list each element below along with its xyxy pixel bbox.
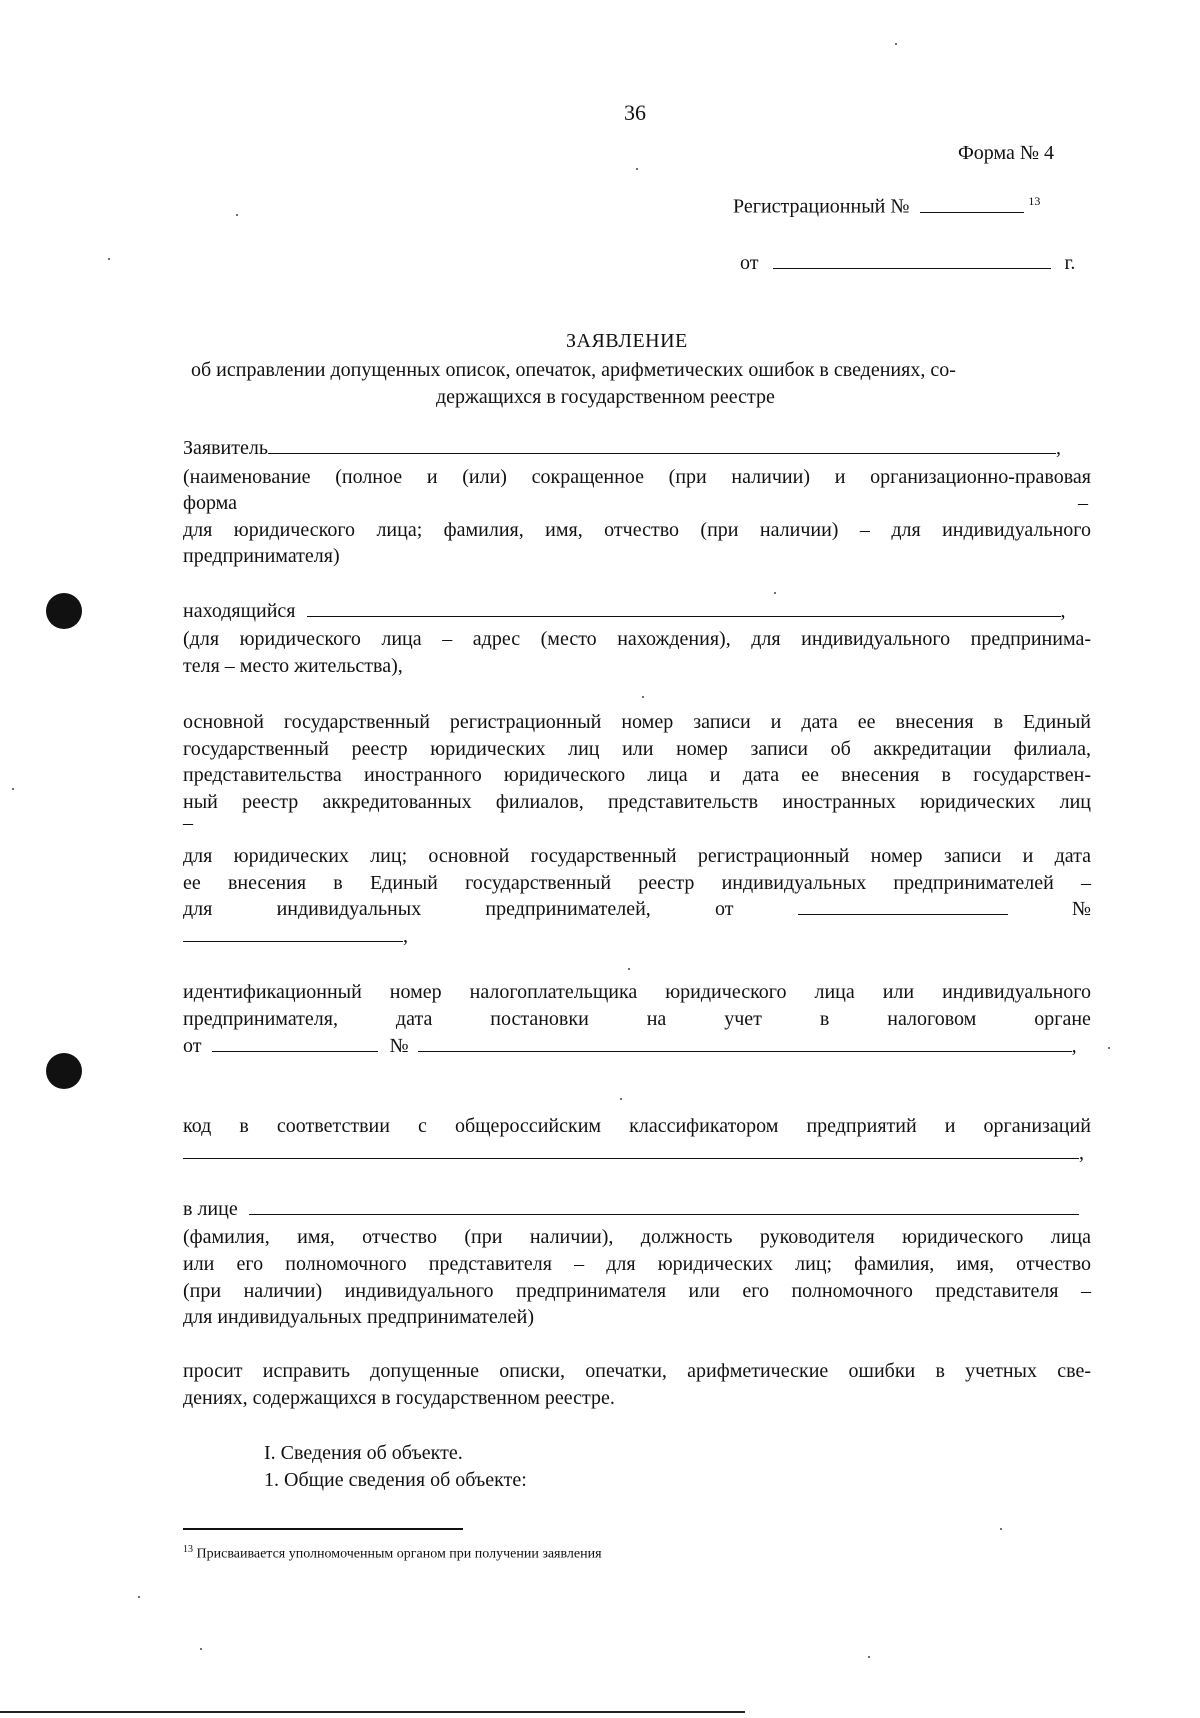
inn-line2-word: предпринимателя, bbox=[183, 1008, 338, 1030]
scan-speck bbox=[620, 1098, 622, 1100]
okpo-line1-word: организаций bbox=[983, 1115, 1091, 1137]
okpo-line1-word: в bbox=[239, 1115, 249, 1137]
representative-row bbox=[183, 1198, 1079, 1221]
scan-speck bbox=[1000, 1528, 1002, 1530]
applicant-field[interactable] bbox=[268, 452, 1056, 454]
applicant-hint-line4: предпринимателя) bbox=[183, 545, 340, 567]
ogrn-line1: основной государственный регистрационный номер записи и дата ее внесения в Единый bbox=[183, 711, 1091, 733]
inn-comma: , bbox=[1071, 1035, 1077, 1057]
okpo-line1-word: общероссийским bbox=[454, 1115, 602, 1137]
registration-number-row bbox=[733, 194, 1040, 219]
registration-year-suffix: г. bbox=[1064, 252, 1076, 274]
applicant-hint-line1: (наименование (полное и (или) сокращенное (при наличии) и организационно-правовая bbox=[183, 466, 1091, 488]
registration-label: Регистрационный № bbox=[733, 195, 910, 218]
footnote-text: Присваивается уполномоченным органом при получении заявления bbox=[196, 1546, 602, 1562]
inn-from-label: от bbox=[183, 1035, 202, 1057]
inn-number-field[interactable] bbox=[418, 1050, 1072, 1052]
request-line1: просит исправить допущенные описки, опечатки, арифметические ошибки в учетных све- bbox=[183, 1360, 1091, 1382]
document-subtitle-line2: держащихся в государственном реестре bbox=[436, 386, 775, 408]
inn-line2-word: дата bbox=[395, 1008, 433, 1030]
scan-speck bbox=[895, 43, 897, 45]
ogrn-line8-word: предпринимателей, bbox=[485, 898, 651, 920]
request-line2: дениях, содержащихся в государственном реестре. bbox=[183, 1387, 615, 1409]
scan-speck bbox=[138, 1596, 140, 1598]
scan-speck bbox=[642, 696, 644, 698]
ogrn-line8 bbox=[183, 898, 1091, 921]
representative-hint-line4: для индивидуальных предпринимателей) bbox=[183, 1306, 535, 1328]
registration-from-label: от bbox=[740, 252, 759, 274]
registration-date-field[interactable] bbox=[773, 267, 1051, 269]
ogrn-line8-word: от bbox=[714, 898, 734, 920]
scan-speck bbox=[868, 1656, 870, 1658]
okpo-line1 bbox=[183, 1115, 1091, 1138]
footnote-divider bbox=[183, 1528, 463, 1530]
scan-speck bbox=[12, 788, 14, 790]
section-1-heading: I. Сведения об объекте. bbox=[264, 1442, 463, 1464]
applicant-hint-dash: – bbox=[1078, 492, 1088, 514]
okpo-comma: , bbox=[1079, 1142, 1084, 1164]
location-label: находящийся bbox=[183, 600, 296, 622]
scan-speck bbox=[628, 968, 630, 970]
okpo-line1-word: классификатором bbox=[629, 1115, 779, 1137]
document-title: ЗАЯВЛЕНИЕ bbox=[566, 330, 688, 352]
ogrn-line2: государственный реестр юридических лиц или номер записи об аккредитации филиала, bbox=[183, 738, 1091, 760]
footnote bbox=[183, 1544, 602, 1563]
ogrn-line4: ный реестр аккредитованных филиалов, представительств иностранных юридических лиц bbox=[183, 791, 1091, 813]
punch-hole-top bbox=[46, 593, 82, 629]
location-field[interactable] bbox=[307, 615, 1061, 617]
ogrn-line6: для юридических лиц; основной государственный регистрационный номер записи и дата bbox=[183, 845, 1091, 867]
ogrn-number-field[interactable] bbox=[183, 940, 403, 942]
ogrn-line9 bbox=[183, 925, 408, 948]
inn-line2-word: на bbox=[646, 1008, 667, 1030]
representative-hint-line1: (фамилия, имя, отчество (при наличии), должность руководителя юридического лица bbox=[183, 1226, 1091, 1248]
scan-speck bbox=[236, 214, 238, 216]
applicant-label: Заявитель bbox=[183, 437, 268, 459]
okpo-line2 bbox=[183, 1142, 1084, 1165]
scan-speck bbox=[774, 592, 776, 594]
scan-speck bbox=[108, 258, 110, 260]
inn-line1: идентификационный номер налогоплательщика юридического лица или индивидуального bbox=[183, 981, 1091, 1003]
ogrn-line8-word: для bbox=[183, 898, 213, 920]
scan-speck bbox=[1108, 1047, 1110, 1049]
location-row bbox=[183, 600, 1066, 623]
inn-number-sign: № bbox=[389, 1035, 409, 1057]
okpo-line1-word: предприятий bbox=[806, 1115, 917, 1137]
location-hint-line2: теля – место жительства), bbox=[183, 655, 403, 677]
ogrn-line5: – bbox=[183, 812, 193, 834]
representative-hint-line2: или его полномочного представителя – для юридических лиц; фамилия, имя, отчество bbox=[183, 1253, 1091, 1275]
location-comma: , bbox=[1060, 600, 1066, 622]
ogrn-date-field[interactable] bbox=[798, 913, 1008, 915]
applicant-row bbox=[183, 437, 1061, 460]
okpo-line1-word: с bbox=[418, 1115, 427, 1137]
okpo-line1-word: соответствии bbox=[276, 1115, 390, 1137]
inn-line2-word: постановки bbox=[490, 1008, 589, 1030]
representative-field[interactable] bbox=[249, 1213, 1079, 1215]
page-number: 36 bbox=[624, 100, 646, 125]
ogrn-comma: , bbox=[403, 925, 408, 947]
form-label: Форма № 4 bbox=[958, 142, 1054, 164]
inn-line2-word: учет bbox=[724, 1008, 762, 1030]
ogrn-line3: представительства иностранного юридического лица и дата ее внесения в государствен- bbox=[183, 764, 1091, 786]
ogrn-line7: ее внесения в Единый государственный реестр индивидуальных предпринимателей – bbox=[183, 872, 1091, 894]
subsection-1-heading: 1. Общие сведения об объекте: bbox=[264, 1469, 527, 1491]
inn-line3 bbox=[183, 1035, 1077, 1058]
scan-edge-line bbox=[0, 1711, 745, 1713]
applicant-hint-line2: форма bbox=[183, 492, 238, 514]
okpo-line1-word: код bbox=[183, 1115, 212, 1137]
scan-speck bbox=[636, 168, 638, 170]
registration-number-field[interactable] bbox=[920, 211, 1024, 213]
inn-line2-word: налоговом bbox=[887, 1008, 977, 1030]
inn-line2-word: органе bbox=[1034, 1008, 1091, 1030]
registration-date-row bbox=[740, 252, 1075, 275]
ogrn-number-sign: № bbox=[1071, 898, 1091, 920]
location-hint-line1: (для юридического лица – адрес (место нахождения), для индивидуального предпринима- bbox=[183, 628, 1091, 650]
applicant-hint-line3: для юридического лица; фамилия, имя, отчество (при наличии) – для индивидуального bbox=[183, 519, 1091, 541]
document-subtitle-line1: об исправлении допущенных описок, опечаток, арифметических ошибок в сведениях, со- bbox=[191, 359, 956, 381]
scan-speck bbox=[200, 1648, 202, 1650]
punch-hole-bottom bbox=[46, 1053, 82, 1089]
okpo-field[interactable] bbox=[183, 1157, 1079, 1159]
footnote-ref-13: 13 bbox=[1028, 194, 1041, 208]
representative-hint-line3: (при наличии) индивидуального предпринимателя или его полномочного представителя – bbox=[183, 1280, 1091, 1302]
footnote-ref: 13 bbox=[183, 1544, 193, 1555]
inn-line2-word: в bbox=[819, 1008, 830, 1030]
inn-date-field[interactable] bbox=[212, 1050, 378, 1052]
applicant-comma: , bbox=[1055, 437, 1061, 459]
representative-label: в лице bbox=[183, 1198, 238, 1220]
inn-line2 bbox=[183, 1008, 1091, 1031]
ogrn-line8-word: индивидуальных bbox=[276, 898, 422, 920]
okpo-line1-word: и bbox=[944, 1115, 956, 1137]
